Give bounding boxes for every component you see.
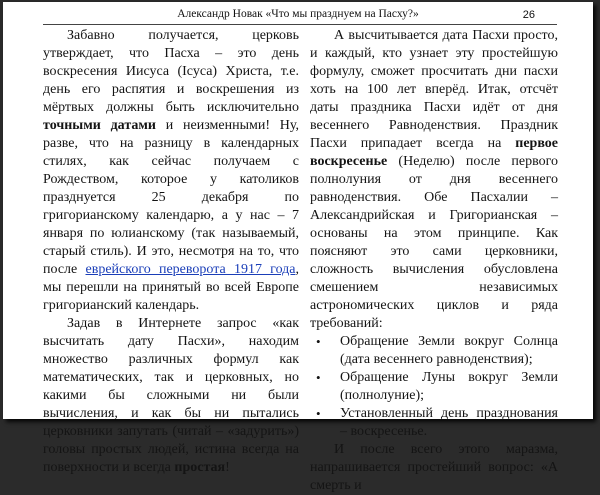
running-header (3, 6, 593, 22)
bullet-icon: • (316, 370, 321, 385)
requirements-list (310, 333, 558, 441)
list-item-text: Обращение Земли вокруг Солнца (дата весеннего равноденствия); (340, 334, 558, 367)
bold-text: точными датами (43, 118, 156, 133)
text-run: (Неделю) после первого полнолуния от дня весеннего равноденствия. Обе Пасхалии – Александрийская и Григорианская – основаны на этом принципе. Как поясняют это сами церковники, сложность вычисления обусловлена смешением независимых астрономических циклов и ряда требований: (310, 154, 558, 331)
page-number: 26 (522, 9, 535, 21)
header-rule (43, 24, 557, 25)
revolution-link[interactable]: еврейского переворота 1917 года (85, 262, 296, 277)
text-run: Забавно получается, церковь утверждает, что Пасха – это день воскресения Иисуса (Ісуса) Христа, т.е. день его распятия и воскрешения из мёртвых должны быть исключительно (43, 28, 299, 115)
bold-text: простая (174, 460, 226, 475)
text-run: Задав в Интернете запрос «как высчитать дату Пасхи», находим множество различных формул как математических, так и церковных, но какими бы сложными ни были вычисления, и как бы ни пытались церковники запутать (читай – «задурить») головы простых людей, истина всегда на поверхности и всегда (43, 316, 299, 475)
left-paragraph-1 (43, 27, 299, 315)
right-column (310, 27, 558, 495)
bullet-icon: • (316, 334, 321, 349)
list-item (310, 405, 558, 441)
text-run: , мы перешли на принятый во всей Европе григорианский календарь. (43, 262, 299, 313)
left-column (43, 27, 299, 477)
list-item-text: Обращение Луны вокруг Земли (полнолуние); (340, 370, 558, 403)
text-run: А высчитывается дата Пасхи просто, и каждый, кто узнает эту простейшую формулу, сможет просчитать дни пасхи хоть на 100 лет вперёд. Итак, отсчёт даты праздника Пасхи идёт от дня весеннего Равноденствия. Праздник Пасхи припадает всегда на (310, 28, 558, 151)
text-run: ! (225, 460, 230, 475)
list-item-text: Установленный день празднования – воскресенье. (340, 406, 558, 439)
right-paragraph-1 (310, 27, 558, 333)
right-paragraph-2: И после всего этого маразма, напрашивается простейший вопрос: «А смерть и (310, 442, 558, 493)
list-item (310, 333, 558, 369)
header-title: Александр Новак «Что мы празднуем на Пасху?» (177, 8, 419, 20)
list-item (310, 369, 558, 405)
bullet-icon: • (316, 406, 321, 421)
bold-text: первое воскресенье (310, 136, 558, 169)
document-page (3, 2, 593, 493)
left-paragraph-2 (43, 315, 299, 477)
text-run: и неизменными! Ну, разве, что на разницу в календарных стилях, как сейчас получаем с Рождеством, которое у католиков празднуется 25 декабря по григорианскому календарю, а у нас – 7 января по юлианскому (так называемый, старый стиль). И это, несмотря на то, что после (43, 118, 299, 277)
